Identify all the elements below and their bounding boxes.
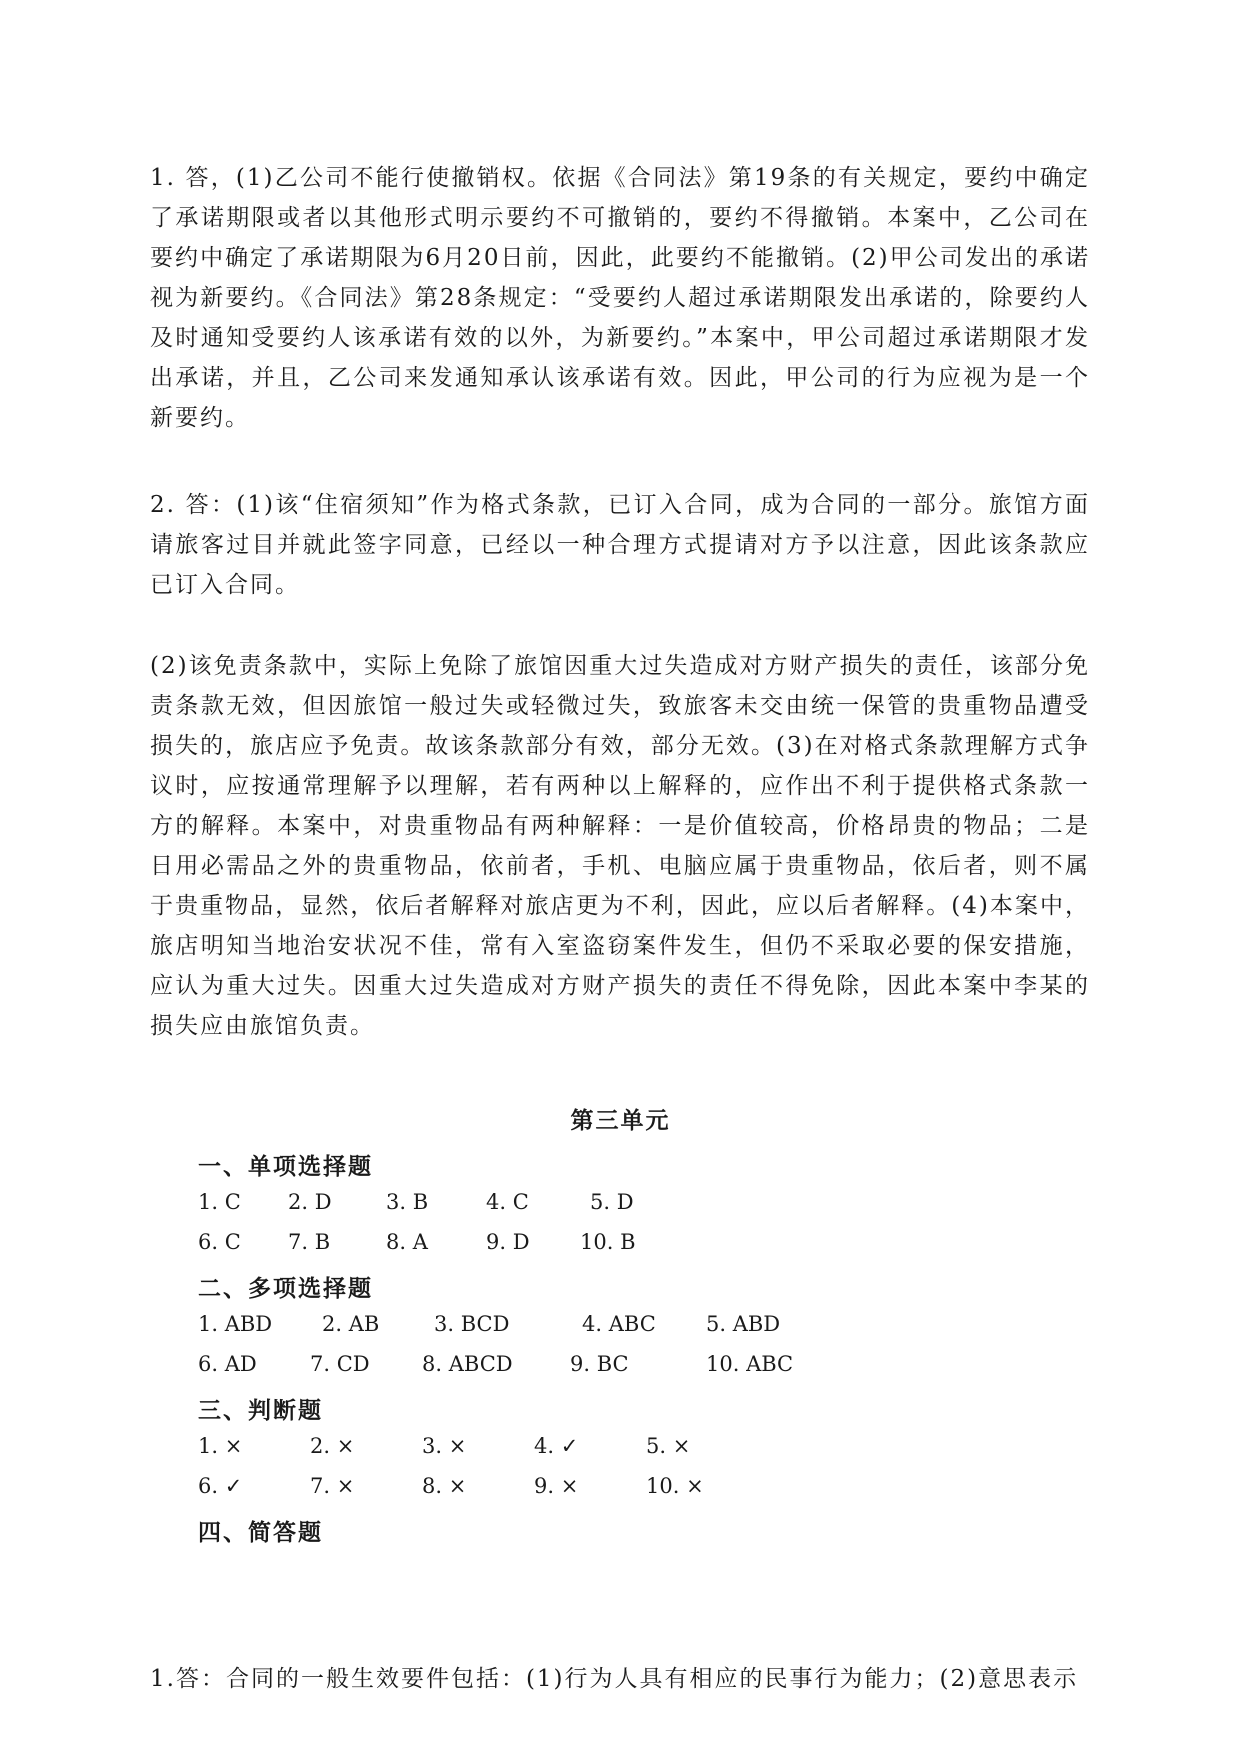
section-title-multiple-choice: 二、多项选择题 xyxy=(198,1275,373,1302)
answer-item: 7. CD xyxy=(310,1352,370,1376)
answer-item: 8. ABCD xyxy=(422,1352,513,1376)
answer-item: 3. × xyxy=(422,1434,467,1458)
answer-paragraph-1: 1. 答，(1)乙公司不能行使撤销权。依据《合同法》第19条的有关规定，要约中确定了承诺期限或者以其他形式明示要约不可撤销的，要约不得撤销。本案中，乙公司在要约中确定了承诺期限为6月20日前，因此，此要约不能撤销。(2)甲公司发出的承诺视为新要约。《合同法》第28条规定：“受要约人超过承诺期限发出承诺的，除要约人及时通知受要约人该承诺有效的以外，为新要约。”本案中，甲公司超过承诺期限才发出承诺，并且，乙公司来发通知承认该承诺有效。因此，甲公司的行为应视为是一个新要约。 xyxy=(150,165,1090,431)
answer-paragraph-2: 2. 答：(1)该“住宿须知”作为格式条款，已订入合同，成为合同的一部分。旅馆方面请旅客过目并就此签字同意，已经以一种合理方式提请对方予以注意，因此该条款应已订入合同。 xyxy=(150,492,1090,598)
answer-paragraph-2-continued: (2)该免责条款中，实际上免除了旅馆因重大过失造成对方财产损失的责任，该部分免责条款无效，但因旅馆一般过失或轻微过失，致旅客未交由统一保管的贵重物品遭受损失的，旅店应予免责。故该条款部分有效，部分无效。(3)在对格式条款理解方式争议时，应按通常理解予以理解，若有两种以上解释的，应作出不利于提供格式条款一方的解释。本案中，对贵重物品有两种解释：一是价值较高，价格昂贵的物品；二是日用必需品之外的贵重物品，依前者，手机、电脑应属于贵重物品，依后者，则不属于贵重物品，显然，依后者解释对旅店更为不利，因此，应以后者解释。(4)本案中，旅店明知当地治安状况不佳，常有入室盗窃案件发生，但仍不采取必要的保安措施，应认为重大过失。因重大过失造成对方财产损失的责任不得免除，因此本案中李某的损失应由旅馆负责。 xyxy=(150,653,1090,1039)
answer-item: 9. × xyxy=(534,1474,579,1498)
answer-item: 8. × xyxy=(422,1474,467,1498)
answer-item: 10. ABC xyxy=(706,1352,794,1376)
short-answer-paragraph: 1.答：合同的一般生效要件包括：(1)行为人具有相应的民事行为能力；(2)意思表示 xyxy=(150,1666,1079,1692)
answer-item: 1. ABD xyxy=(198,1312,273,1336)
section-title-short-answer: 四、简答题 xyxy=(198,1519,323,1546)
answer-item: 5. ABD xyxy=(706,1312,781,1336)
answer-row xyxy=(198,1306,1098,1342)
answer-row xyxy=(198,1224,1098,1260)
section-title-single-choice: 一、单项选择题 xyxy=(198,1153,373,1180)
answer-row xyxy=(198,1428,1098,1464)
answer-item: 3. B xyxy=(386,1190,429,1214)
answer-row xyxy=(198,1184,1098,1220)
answer-item: 1. C xyxy=(198,1190,241,1214)
answer-item: 10. × xyxy=(646,1474,704,1498)
answer-item: 7. × xyxy=(310,1474,355,1498)
answer-item: 6. ✓ xyxy=(198,1474,243,1498)
answer-item: 7. B xyxy=(288,1230,331,1254)
answer-item: 10. B xyxy=(580,1230,636,1254)
answer-item: 3. BCD xyxy=(434,1312,510,1336)
answer-item: 9. D xyxy=(486,1230,530,1254)
answer-item: 1. × xyxy=(198,1434,243,1458)
answer-item: 6. AD xyxy=(198,1352,257,1376)
answer-item: 5. × xyxy=(646,1434,691,1458)
answer-item: 4. ABC xyxy=(582,1312,656,1336)
answer-item: 2. AB xyxy=(322,1312,380,1336)
answer-item: 6. C xyxy=(198,1230,241,1254)
answer-item: 9. BC xyxy=(570,1352,629,1376)
answer-item: 2. D xyxy=(288,1190,332,1214)
answer-item: 4. ✓ xyxy=(534,1434,579,1458)
answer-item: 5. D xyxy=(590,1190,634,1214)
answer-item: 2. × xyxy=(310,1434,355,1458)
answer-row xyxy=(198,1346,1098,1382)
section-title-true-false: 三、判断题 xyxy=(198,1397,323,1424)
answer-row xyxy=(198,1468,1098,1504)
answer-item: 8. A xyxy=(386,1230,428,1254)
answer-item: 4. C xyxy=(486,1190,529,1214)
unit-title: 第三单元 xyxy=(570,1107,671,1134)
